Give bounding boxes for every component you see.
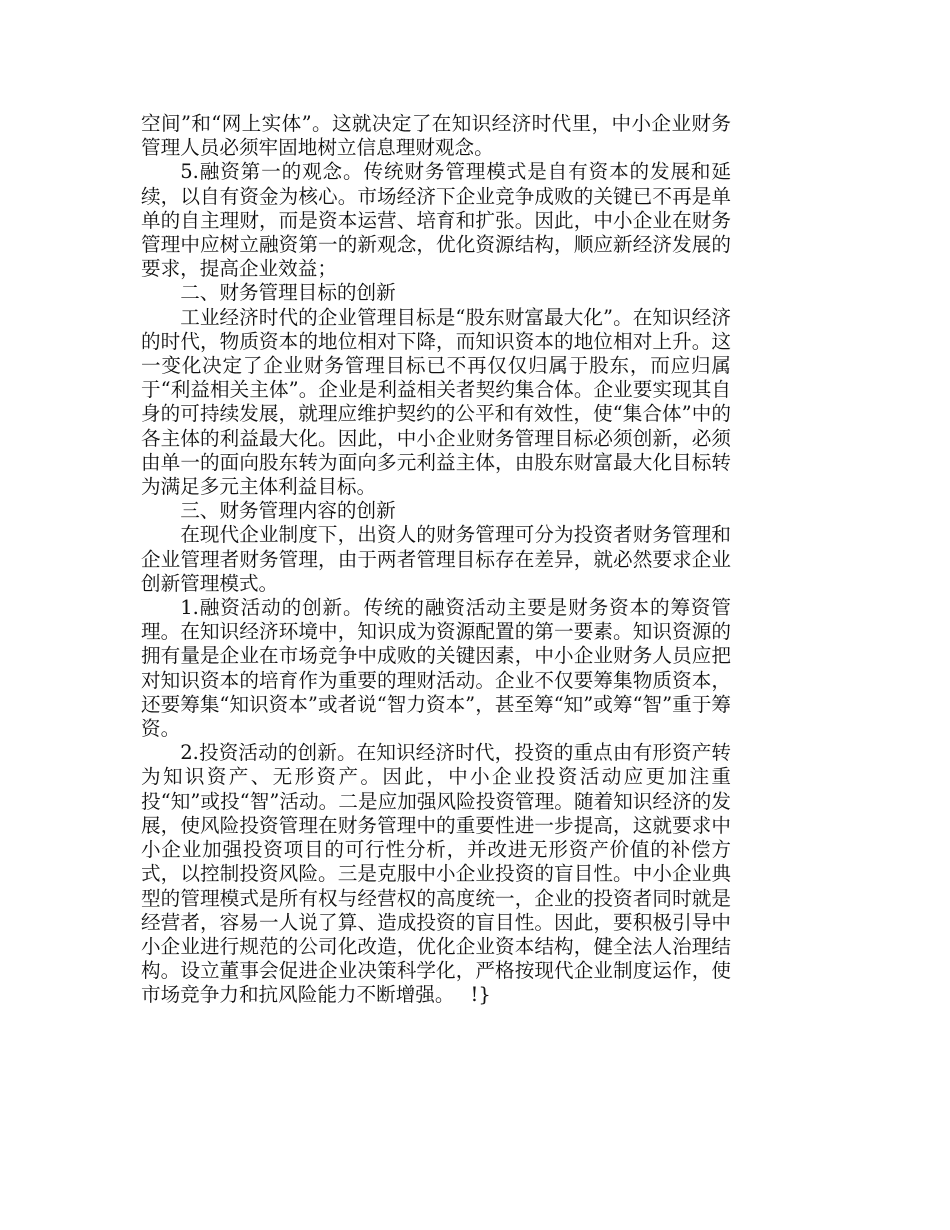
paragraph-financing-first: 5.融资第一的观念。传统财务管理模式是自有资本的发展和延续，以自有资金为核心。市场经济下企业竞争成败的关键已不再是单单的自主理财，而是资本运营、培育和扩张。因此，中小企业在财务管理中应树立融资第一的新观念，优化资源结构，顺应新经济发展的要求，提高企业效益；	[141, 160, 731, 281]
heading-content-innovation: 三、财务管理内容的创新	[180, 499, 396, 523]
heading-goal-innovation: 二、财务管理目标的创新	[180, 281, 396, 305]
document-page	[141, 112, 731, 1008]
paragraph-financing-innovation: 1.融资活动的创新。传统的融资活动主要是财务资本的筹资管理。在知识经济环境中，知识成为资源配置的第一要素。知识资源的拥有量是企业在市场竞争中成败的关键因素，中小企业财务人员应把对知识资本的培育作为重要的理财活动。企业不仅要筹集物质资本，还要筹集“知识资本”或者说“智力资本”，甚至筹“知”或筹“智”重于筹资。	[141, 596, 731, 741]
paragraph-goal-innovation: 工业经济时代的企业管理目标是“股东财富最大化”。在知识经济的时代，物质资本的地位相对下降，而知识资本的地位相对上升。这一变化决定了企业财务管理目标已不再仅仅归属于股东，而应归属于“利益相关主体”。企业是利益相关者契约集合体。企业要实现其自身的可持续发展，就理应维护契约的公平和有效性，使“集合体”中的各主体的利益最大化。因此，中小企业财务管理目标必须创新，必须由单一的面向股东转为面向多元利益主体，由股东财富最大化目标转为满足多元主体利益目标。	[141, 305, 731, 499]
paragraph-investment-innovation: 2.投资活动的创新。在知识经济时代，投资的重点由有形资产转为知识资产、无形资产。因此，中小企业投资活动应更加注重投“知”或投“智”活动。二是应加强风险投资管理。随着知识经济的发展，使风险投资管理在财务管理中的重要性进一步提高，这就要求中小企业加强投资项目的可行性分析，并改进无形资产价值的补偿方式，以控制投资风险。三是克服中小企业投资的盲目性。中小企业典型的管理模式是所有权与经营权的高度统一，企业的投资者同时就是经营者，容易一人说了算、造成投资的盲目性。因此，要积极引导中小企业进行规范的公司化改造，优化企业资本结构，健全法人治理结构。设立董事会促进企业决策科学化，严格按现代企业制度运作，使市场竞争力和抗风险能力不断增强。 !}	[141, 741, 731, 1007]
paragraph-content-intro: 在现代企业制度下，出资人的财务管理可分为投资者财务管理和企业管理者财务管理，由于两者管理目标存在差异，就必然要求企业创新管理模式。	[141, 523, 731, 595]
paragraph-info-finance: 空间”和“网上实体”。这就决定了在知识经济时代里，中小企业财务管理人员必须牢固地树立信息理财观念。	[141, 112, 731, 160]
